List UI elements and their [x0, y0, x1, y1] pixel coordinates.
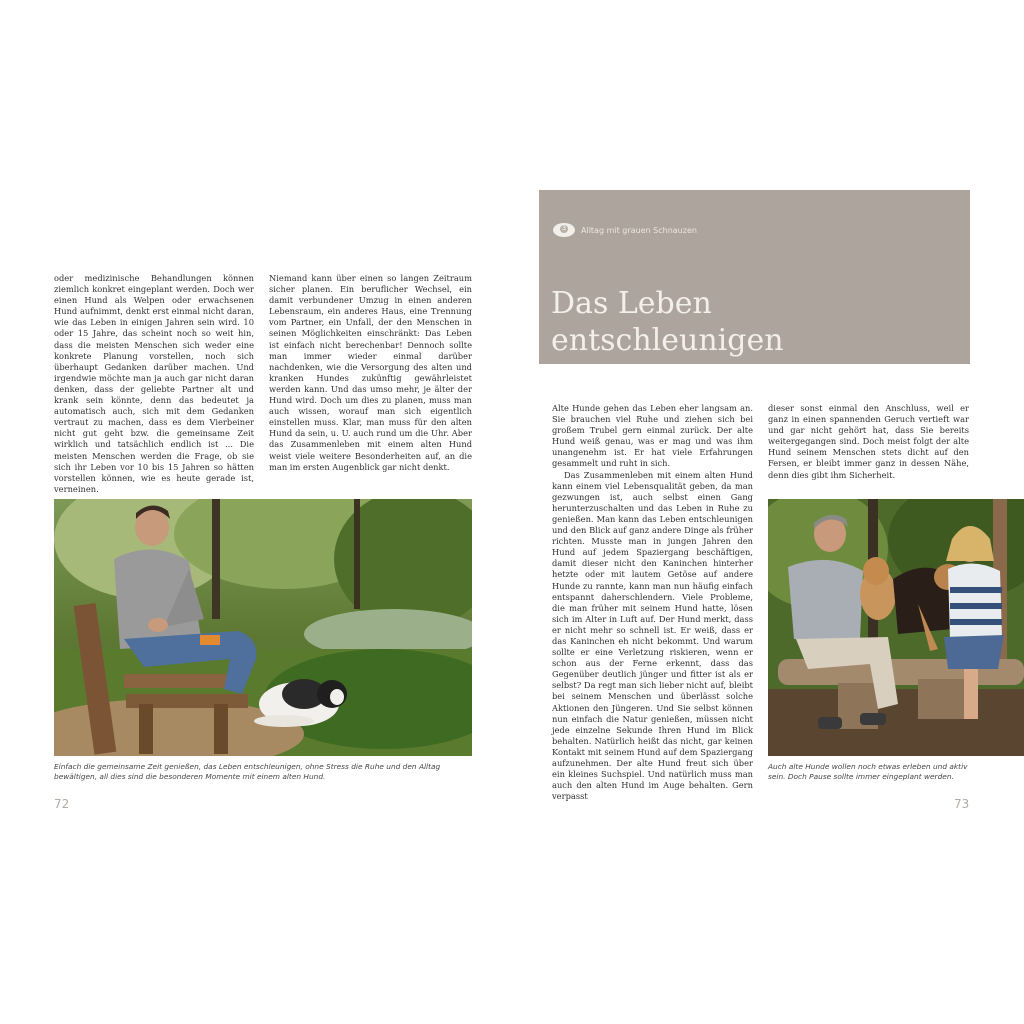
title-line-1: Das Leben — [551, 286, 712, 321]
paragraph: Niemand kann über einen so langen Zeitraum sicher planen. Ein beruflicher Wechsel, ein damit verbundener Umzug in einen anderen Lebensraum, ein anderes Haus, eine Trennung vom Partner, ein Unfall, der den Menschen in seinen Möglichkeiten einschränkt: Das Leben ist einfach nicht berechenbar! Dennoch sollte man immer wieder einmal darüber nachdenken, wie die Versorgung des alten und kranken Hundes zukünftig gewährleistet werden kann. Und das umso mehr, je älter der Hund wird. Doch um dies zu planen, muss man auch wissen, worauf man sich eigentlich einstellen muss. Klar, man muss für den alten Hund da sein, u. U. auch rund um die Uhr. Aber das Zusammenleben mit einem alten Hund weist viele weitere Besonderheiten auf, an die man im ersten Augenblick gar nicht denkt. — [269, 273, 472, 472]
chapter-number: 3 — [560, 225, 568, 233]
paragraph: Alte Hunde gehen das Leben eher langsam an. Sie brauchen viel Ruhe und ziehen sich bei großem Trubel gern einmal zurück. Der alte Hund weiß genau, was er mag und was ihm unangenehm ist. Er hat viele Erfahrungen gesammelt und ruht in sich. — [552, 403, 753, 469]
page-number-left: 72 — [54, 797, 70, 811]
paragraph: dieser sonst einmal den Anschluss, weil er ganz in einen spannenden Geruch vertieft war und gar nicht gehört hat, dass Sie bereits weitergegangen sind. Doch meist folgt der alte Hund seinem Menschen stets dicht auf den Fersen, er bleibt immer ganz in dessen Nähe, denn dies gibt ihm Sicherheit. — [768, 403, 969, 480]
chapter-label: Alltag mit grauen Schnauzen — [581, 225, 697, 235]
left-column-1 — [54, 273, 254, 495]
photo-couple-with-two-dogs — [768, 499, 1024, 756]
title-line-2: entschleunigen — [551, 323, 784, 358]
page-number-right: 73 — [954, 797, 970, 811]
chapter-number-badge-icon — [553, 223, 575, 237]
right-photo-caption: Auch alte Hunde wollen noch etwas erleben und aktiv sein. Doch Pause sollte immer eingeplant werden. — [768, 762, 968, 781]
page-title — [551, 285, 961, 359]
paragraph: Das Zusammenleben mit einem alten Hund kann einem viel Lebensqualität geben, da man gezwungen ist, auch selbst einen Gang herunterzuschalten und das Leben in Ruhe zu genießen. Man kann das Leben entschleunigen und den Blick auf ganz andere Dinge als früher richten. Musste man in jungen Jahren den Hund auf jedem Spaziergang beschäftigen, damit dieser nicht den Kaninchen hinterher hetzte oder mit lautem Getöse auf andere Hunde zu rannte, kann man nun häufig einfach entspannt daherschlendern. Viele Probleme, die man früher mit seinem Hund hatte, lösen sich im Alter in Luft auf. Der Hund merkt, dass er nicht mehr so schnell ist. Er weiß, dass er das Kaninchen eh nicht bekommt. Und warum sollte er eine Verletzung riskieren, wenn er schon aus der Ferne erkennt, dass das Gegenüber deutlich jünger und fitter ist als er selbst? Da regt man sich lieber nicht auf, bleibt bei seinem Menschen und überlässt solche Aktionen den Jüngeren. Und Sie selbst können nun einfach die Natur genießen, müssen nicht jede einzelne Sekunde Ihren Hund im Blick behalten. Natürlich heißt das nicht, gar keinen Kontakt mit seinem Hund auf dem Spaziergang aufzunehmen. Der alte Hund freut sich über ein kleines Suchspiel. Und natürlich muss man auch den alten Hund im Auge behalten. Gern verpasst — [552, 469, 753, 802]
paragraph: oder medizinische Behandlungen können ziemlich konkret eingeplant werden. Doch wer einen Hund als Welpen oder erwachsenen Hund aufnimmt, denkt erst einmal nicht daran, wie das Leben in einigen Jahren sein wird. 10 oder 15 Jahre, das scheint noch so weit hin, dass die meisten Menschen sich weder eine konkrete Planung vorstellen, noch sich überhaupt Gedanken darüber machen. Und irgendwie möchte man ja auch gar nicht daran denken, dass der geliebte Partner alt und krank sein könnte, denn das bedeutet ja automatisch auch, sich mit dem Gedanken vertraut zu machen, dass es dem Vierbeiner nicht gut geht bzw. die gemeinsame Zeit wirklich und tatsächlich endlich ist ... Die meisten Menschen werden die Frage, ob sie sich ihr Leben vor 10 bis 15 Jahren so hätten vorstellen können, wie es heute gerade ist, verneinen. — [54, 273, 254, 494]
chapter-label-row — [553, 223, 697, 237]
photo-man-on-bench-with-dog — [54, 499, 472, 756]
right-column-1 — [552, 403, 753, 802]
chapter-header-box — [539, 190, 970, 364]
right-column-2 — [768, 403, 969, 481]
left-photo-caption: Einfach die gemeinsame Zeit genießen, das Leben entschleunigen, ohne Stress die Ruhe und den Alltag bewältigen, all dies sind die besonderen Momente mit einem alten Hund. — [54, 762, 441, 781]
left-column-2 — [269, 273, 472, 473]
